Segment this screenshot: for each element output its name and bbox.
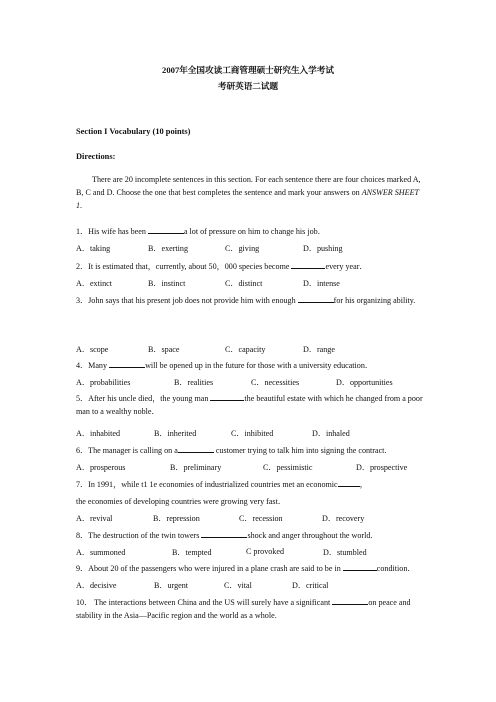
question-8-stem: 8．The destruction of the twin towers	[76, 531, 202, 540]
option-c: C．inhibited	[231, 429, 274, 438]
question-1-stem: 1．His wife has been	[76, 227, 148, 236]
option-a: A．scope	[76, 345, 109, 354]
option-c: C．giving	[225, 244, 260, 253]
question-6-stem: 6．The manager is calling on a	[76, 446, 178, 455]
question-3-stem: 3．John says that his present job does not provide him with enough	[76, 296, 298, 305]
option-a: A．summoned	[76, 548, 126, 557]
option-c: C．pessimistic	[263, 463, 313, 472]
question-10	[76, 597, 424, 622]
question-3-stem-end: for his organizing ability.	[333, 296, 416, 305]
option-a: A．extinct	[76, 279, 112, 288]
question-7-stem: 7．In 1991，while t1 1e economies of industrialized countries met an economic	[76, 480, 338, 489]
option-c: C．distinct	[225, 279, 263, 288]
option-a: A．taking	[76, 244, 111, 253]
question-1	[76, 226, 326, 237]
option-b: B．repression	[153, 514, 200, 523]
question-4-blank	[109, 360, 145, 368]
option-a: A．prosperous	[76, 463, 126, 472]
question-5-stem-end: the beautiful estate with which he changed from a poor man to a wealthy noble．	[76, 394, 423, 416]
question-8	[76, 530, 372, 541]
directions-label: Directions:	[76, 152, 116, 161]
question-2-stem: 2．It is estimated that，currently, about 50，000 species become	[76, 262, 292, 271]
option-c: C provoked	[246, 547, 284, 556]
option-d: D．range	[303, 345, 335, 354]
option-d: D．critical	[292, 581, 329, 590]
option-b: B．preliminary	[170, 463, 222, 472]
option-b: B．tempted	[172, 548, 212, 557]
option-d: D．stumbled	[323, 548, 367, 557]
option-b: B．instinct	[148, 279, 186, 288]
question-2-blank	[291, 261, 325, 269]
question-10-stem: 10． The interactions between China and the US will surely have a significant	[76, 598, 333, 607]
question-10-stem-end: on peace and stability in the Asia—Pacific region and the world as a whole.	[76, 598, 411, 620]
question-7-blank	[338, 479, 360, 487]
question-7-stem-end: ，	[359, 480, 368, 489]
question-6-blank	[178, 445, 214, 453]
question-3	[76, 295, 424, 308]
option-d: D．opportunities	[336, 378, 393, 387]
option-a: A．decisive	[76, 581, 117, 590]
option-a: A．revival	[76, 514, 113, 523]
question-4	[76, 360, 373, 371]
option-a: A．inhabited	[76, 429, 121, 438]
option-d: D．pushing	[303, 244, 343, 253]
question-8-blank	[201, 530, 247, 538]
question-7	[76, 479, 368, 490]
question-1-blank	[148, 226, 184, 234]
question-1-stem-end: a lot of pressure on him to change his job．	[183, 227, 326, 236]
question-4-stem: 4．Many	[76, 361, 110, 370]
question-7-continued: the economies of developing countries were growing very fast．	[76, 497, 286, 506]
directions-text	[76, 173, 422, 212]
exam-title: 2007年全国攻读工商管理硕士研究生入学考试	[162, 65, 334, 75]
directions-body: There are 20 incomplete sentences in this section. For each sentence there are four choices marked A, B, C and D. Choose the one that best completes the sentence and mark your answers on	[76, 175, 421, 197]
question-10-blank	[332, 597, 368, 605]
question-2	[76, 261, 368, 272]
question-9-stem-end: condition．	[376, 564, 416, 573]
option-d: D．inhaled	[312, 429, 350, 438]
option-c: C．capacity	[225, 345, 266, 354]
question-4-stem-end: will be opened up in the future for those with a university education．	[145, 361, 373, 370]
option-d: D．prospective	[356, 463, 408, 472]
question-6-stem-end: customer trying to talk him into signing the contract.	[213, 446, 387, 455]
question-5	[76, 393, 424, 418]
question-9	[76, 563, 415, 574]
question-6	[76, 445, 386, 456]
question-8-stem-end: shock and anger throughout the world.	[247, 531, 373, 540]
directions-period: .	[80, 201, 83, 210]
option-b: B．exerting	[148, 244, 189, 253]
option-b: B．inherited	[154, 429, 197, 438]
option-d: D．recovery	[322, 514, 365, 523]
option-b: B．realities	[174, 378, 214, 387]
section-heading: Section I Vocabulary (10 points)	[76, 127, 191, 136]
option-a: A．probabilities	[76, 378, 131, 387]
question-9-blank	[343, 563, 377, 571]
option-c: C．vital	[224, 581, 252, 590]
question-9-stem: 9．About 20 of the passengers who were injured in a plane crash are said to be in	[76, 564, 343, 573]
question-5-blank	[210, 393, 244, 401]
question-2-stem-end: every year．	[325, 262, 368, 271]
option-c: C．necessities	[251, 378, 300, 387]
option-b: B．urgent	[154, 581, 189, 590]
question-5-stem: 5．After his uncle died，the young man	[76, 394, 211, 403]
option-c: C．recession	[239, 514, 283, 523]
exam-subtitle: 考研英语二试题	[217, 81, 279, 91]
option-d: D．intense	[303, 279, 340, 288]
answer-sheet-label: ANSWER SHEET 1	[76, 188, 419, 210]
option-b: B．space	[148, 345, 180, 354]
question-3-blank	[298, 295, 334, 303]
